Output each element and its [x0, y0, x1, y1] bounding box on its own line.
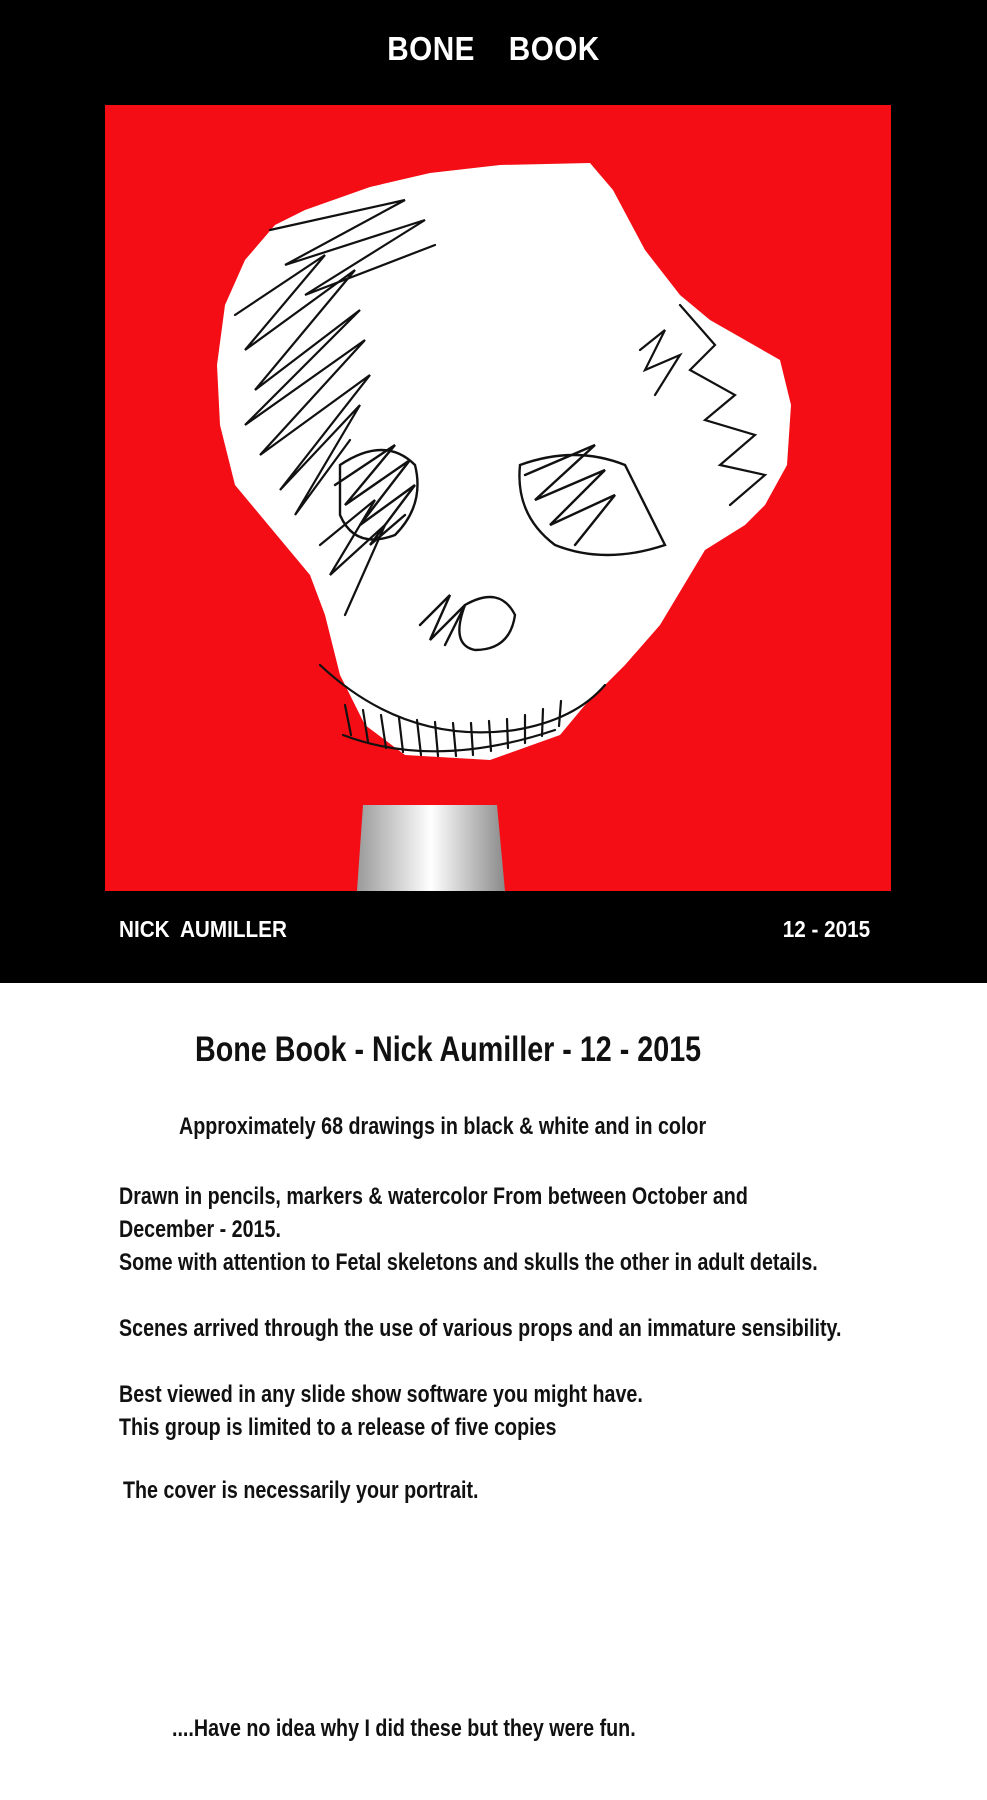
viewing-line-2: This group is limited to a release of five copies [119, 1414, 557, 1441]
closing-text: ....Have no idea why I did these but they were fun. [172, 1715, 636, 1742]
scenes-text: Scenes arrived through the use of various props and an immature sensibility. [119, 1315, 842, 1342]
cover-date: 12 - 2015 [782, 916, 870, 942]
cover-artwork [105, 105, 891, 891]
cover-author: NICK AUMILLER [119, 916, 287, 942]
portrait-text: The cover is necessarily your portrait. [123, 1477, 479, 1504]
viewing-line-1: Best viewed in any slide show software you might have. [119, 1381, 643, 1408]
cover-title: BONE BOOK [387, 30, 600, 67]
media-line-3: Some with attention to Fetal skeletons and skulls the other in adult details. [119, 1249, 818, 1276]
summary-text: Approximately 68 drawings in black & white and in color [179, 1113, 707, 1140]
neck-shape [357, 805, 505, 891]
page-title: Bone Book - Nick Aumiller - 12 - 2015 [195, 1030, 702, 1069]
media-line-1: Drawn in pencils, markers & watercolor From between October and [119, 1183, 748, 1210]
skull-portrait-drawing [105, 105, 891, 891]
media-line-2: December - 2015. [119, 1216, 281, 1243]
